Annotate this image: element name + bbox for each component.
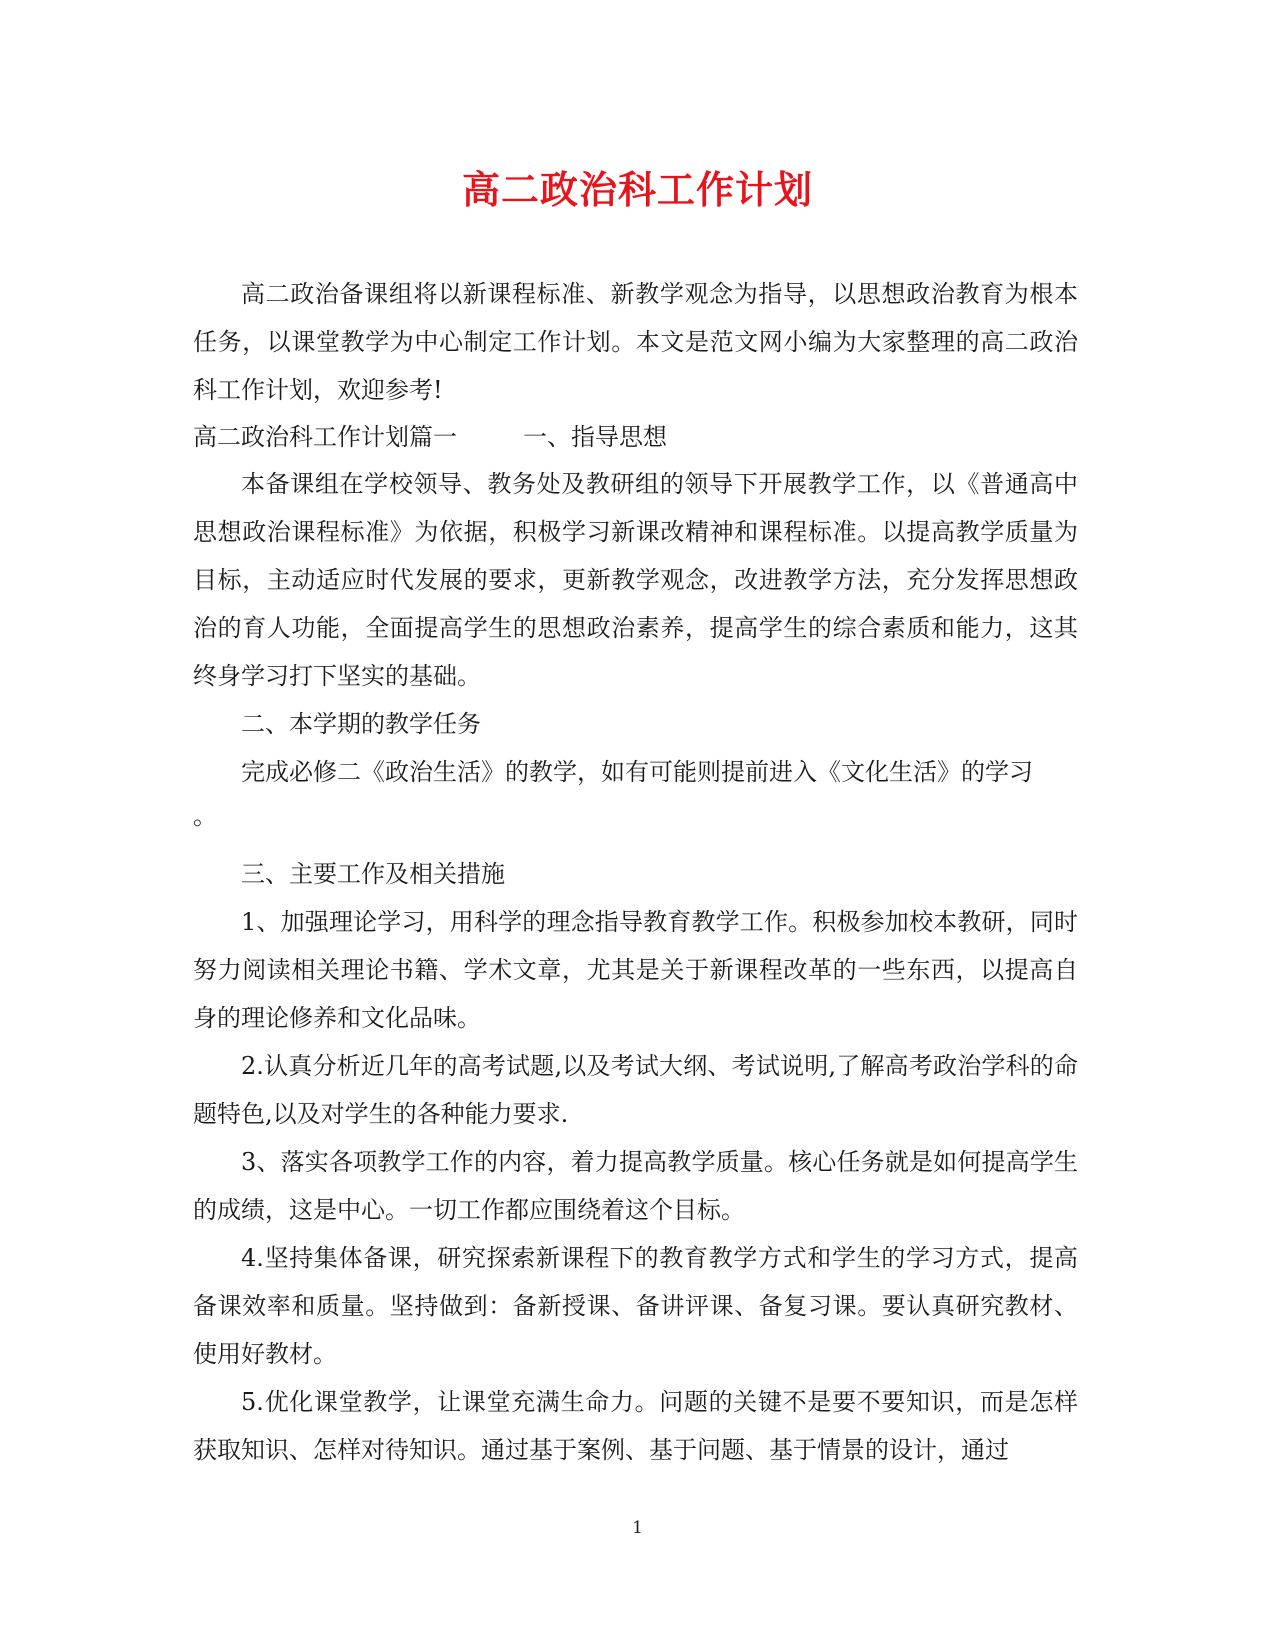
document-title: 高二政治科工作计划 bbox=[461, 167, 813, 212]
intro-paragraph: 高二政治备课组将以新课程标准、新教学观念为指导，以思想政治教育为根本任务，以课堂教学为中心制定工作计划。本文是范文网小编为大家整理的高二政治科工作计划，欢迎参考! bbox=[193, 280, 1078, 404]
section-heading-row bbox=[193, 414, 1078, 460]
section-heading-guiding: 一、指导思想 bbox=[523, 423, 667, 451]
document-body bbox=[193, 270, 1078, 1474]
measure-item-4: 4.坚持集体备课，研究探索新课程下的教育教学方式和学生的学习方式，提高备课效率和质量。坚持做到：备新授课、备讲评课、备复习课。要认真研究教材、使用好教材。 bbox=[193, 1244, 1078, 1368]
page-number: 1 bbox=[632, 1518, 643, 1538]
measure-item-3: 3、落实各项教学工作的内容，着力提高教学质量。核心任务就是如何提高学生的成绩，这是中心。一切工作都应围绕着这个目标。 bbox=[193, 1148, 1078, 1224]
measure-item-1: 1、加强理论学习，用科学的理念指导教育教学工作。积极参加校本教研，同时努力阅读相关理论书籍、学术文章，尤其是关于新课程改革的一些东西，以提高自身的理论修养和文化品味。 bbox=[193, 908, 1078, 1032]
measure-item-2: 2.认真分析近几年的高考试题,以及考试大纲、考试说明,了解高考政治学科的命题特色,以及对学生的各种能力要求. bbox=[193, 1052, 1078, 1128]
section-label: 高二政治科工作计划篇一 bbox=[193, 423, 457, 451]
guiding-paragraph: 本备课组在学校领导、教务处及教研组的领导下开展教学工作，以《普通高中思想政治课程标准》为依据，积极学习新课改精神和课程标准。以提高教学质量为目标，主动适应时代发展的要求，更新教学观念，改进教学方法，充分发挥思想政治的育人功能，全面提高学生的思想政治素养，提高学生的综合素质和能力，这其终身学习打下坚实的基础。 bbox=[193, 470, 1078, 690]
measure-item-5: 5.优化课堂教学，让课堂充满生命力。问题的关键不是要不要知识，而是怎样获取知识、怎样对待知识。通过基于案例、基于问题、基于情景的设计，通过 bbox=[193, 1388, 1078, 1464]
tasks-paragraph-tail: 。 bbox=[193, 802, 217, 830]
measures-heading: 三、主要工作及相关措施 bbox=[241, 860, 505, 888]
tasks-paragraph: 完成必修二《政治生活》的教学，如有可能则提前进入《文化生活》的学习 bbox=[241, 758, 1033, 786]
tasks-heading: 二、本学期的教学任务 bbox=[241, 710, 481, 738]
